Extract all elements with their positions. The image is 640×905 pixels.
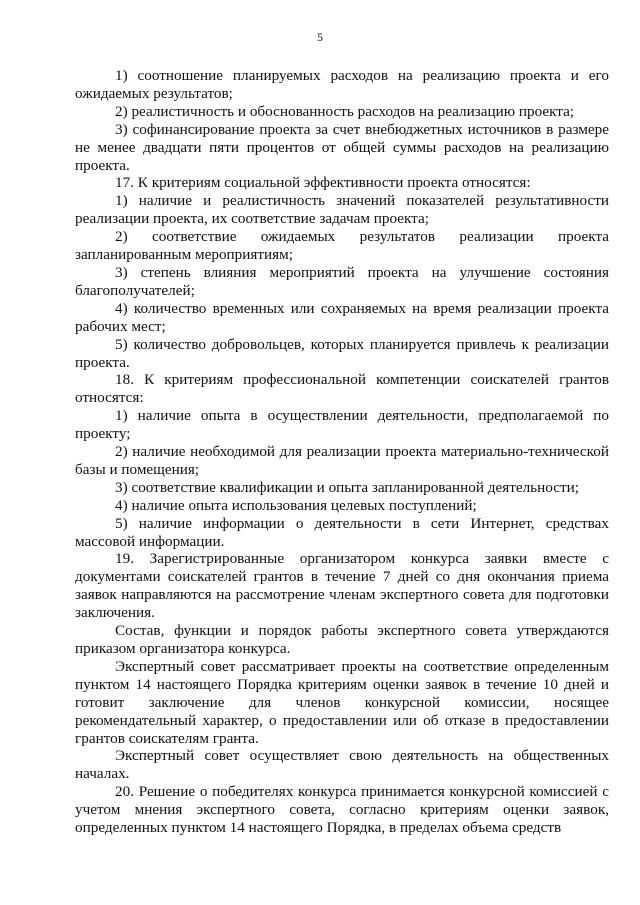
paragraph: Состав, функции и порядок работы экспертного совета утверждаются приказом организатора конкурса. <box>75 622 609 657</box>
paragraph: 2) наличие необходимой для реализации проекта материально-технической базы и помещения; <box>75 443 609 478</box>
section-heading-17: 17. К критериям социальной эффективности проекта относятся: <box>115 174 531 192</box>
section-19: 19. Зарегистрированные организатором конкурса заявки вместе с документами соискателей грантов в течение 7 дней со дня окончания приема заявок направляются на рассмотрение членам экспертного совета для подготовки заключения. <box>75 550 609 622</box>
paragraph: 4) наличие опыта использования целевых поступлений; <box>115 496 477 514</box>
section-heading-18: 18. К критериям профессиональной компетенции соискателей грантов относятся: <box>75 371 609 407</box>
paragraph: 3) степень влияния мероприятий проекта на улучшение состояния благополучателей; <box>75 263 609 299</box>
page-number: 5 <box>317 30 323 44</box>
paragraph: 1) наличие опыта в осуществлении деятельности, предполагаемой по проекту; <box>75 407 609 443</box>
paragraph: 5) наличие информации о деятельности в сети Интернет, средствах массовой информации. <box>75 514 609 550</box>
paragraph: 3) софинансирование проекта за счет внебюджетных источников в размере не менее двадцати пяти процентов от общей суммы расходов на реализацию проекта. <box>75 120 609 174</box>
paragraph: 5) количество добровольцев, которых планируется привлечь к реализации проекта. <box>75 335 609 371</box>
paragraph: 2) реалистичность и обоснованность расходов на реализацию проекта; <box>115 102 575 120</box>
paragraph: 1) соотношение планируемых расходов на реализацию проекта и его ожидаемых результатов; <box>75 67 609 102</box>
paragraph: 1) наличие и реалистичность значений показателей результативности реализации проекта, их соответствие задачам проекта; <box>75 192 609 228</box>
section-20: 20. Решение о победителях конкурса принимается конкурсной комиссией с учетом мнения экспертного совета, согласно критериям оценки заявок, определенных пунктом 14 настоящего Порядка, в пределах объема средств <box>75 783 609 837</box>
paragraph: Экспертный совет осуществляет свою деятельность на общественных началах. <box>75 747 609 783</box>
paragraph: 4) количество временных или сохраняемых на время реализации проекта рабочих мест; <box>75 299 609 335</box>
paragraph: 2) соответствие ожидаемых результатов реализации проекта запланированным мероприятиям; <box>75 228 609 264</box>
document-body <box>75 67 609 837</box>
paragraph: 3) соответствие квалификации и опыта запланированной деятельности; <box>115 478 579 496</box>
paragraph: Экспертный совет рассматривает проекты на соответствие определенным пунктом 14 настоящего Порядка критериям оценки заявок в течение 10 дней и готовит заключение для членов конкурсной комиссии, носящее рекомендательный характер, о предоставлении или об отказе в предоставлении грантов соискателям гранта. <box>75 657 609 747</box>
